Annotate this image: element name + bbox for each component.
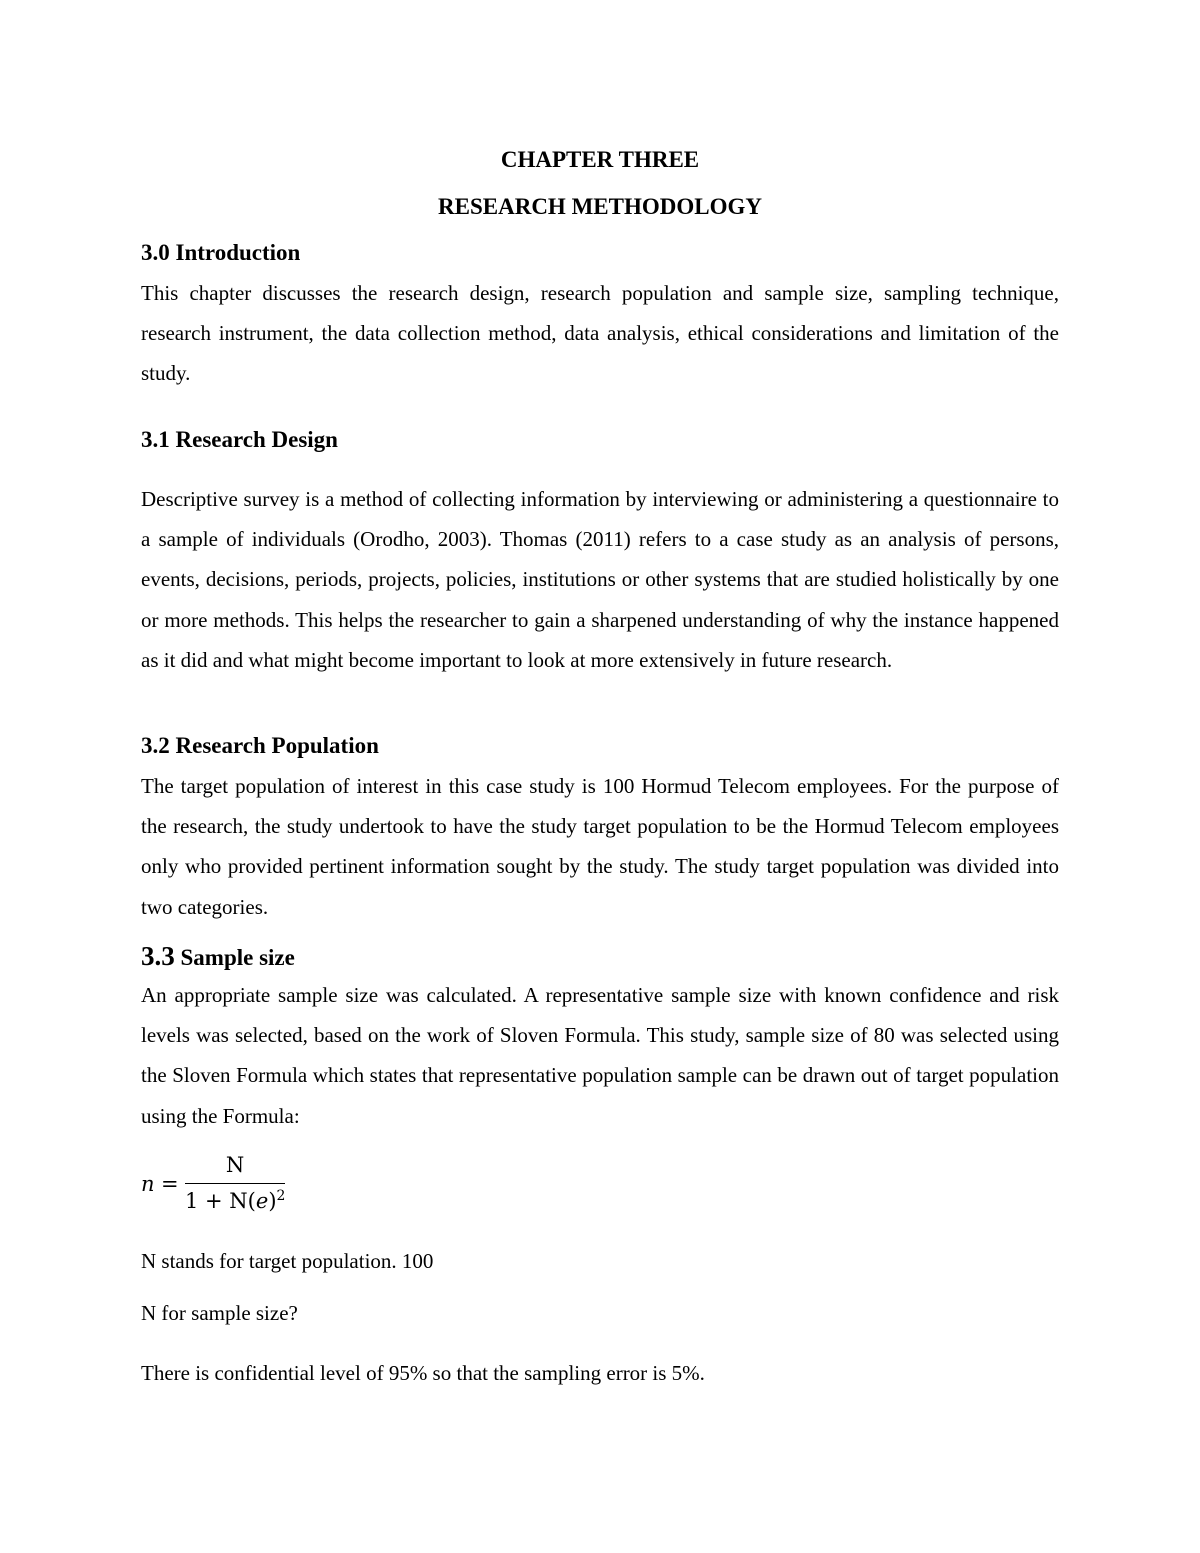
research-design-paragraph: Descriptive survey is a method of collecting information by interviewing or administering a questionnaire to a sample of individuals (Orodho, 2003). Thomas (2011) refers to a case study as an analysis of persons, events, decisions, periods, projects, policies, institutions or other systems that are studied holistically by one or more methods. This helps the researcher to gain a sharpened understanding of why the instance happened as it did and what might become important to look at more extensively in future research. (141, 487, 1059, 672)
note-sample-size: N for sample size? (141, 1301, 298, 1325)
formula-denominator (185, 1186, 285, 1216)
sample-size-heading-text: Sample size (180, 945, 295, 970)
section-body-research-population (141, 766, 1059, 927)
introduction-paragraph: This chapter discusses the research design, research population and sample size, sampling technique, research instrument, the data collection method, data analysis, ethical considerations and limitation of the study. (141, 281, 1059, 386)
formula-denominator-var: e (255, 1189, 269, 1213)
formula-equals: = (161, 1172, 179, 1196)
formula-numerator: N (225, 1153, 245, 1177)
chapter-subtitle: RESEARCH METHODOLOGY (438, 194, 762, 219)
section-heading-introduction: 3.0 Introduction (141, 240, 301, 265)
chapter-title: CHAPTER THREE (500, 147, 700, 172)
note-confidence-level: There is confidential level of 95% so that the sampling error is 5%. (141, 1361, 705, 1385)
formula-exponent: 2 (276, 1188, 286, 1204)
section-body-research-design (141, 479, 1059, 680)
formula-denominator-prefix: 1 + N( (185, 1189, 256, 1213)
formula-fraction-bar (185, 1183, 285, 1184)
sloven-formula (141, 1150, 341, 1220)
section-body-introduction (141, 273, 1059, 394)
sample-size-paragraph: An appropriate sample size was calculated. A representative sample size with known confidence and risk levels was selected, based on the work of Sloven Formula. This study, sample size of 80 was selected using the Sloven Formula which states that representative population sample can be drawn out of target population using the Formula: (141, 983, 1059, 1128)
section-body-sample-size (141, 975, 1059, 1136)
research-population-paragraph: The target population of interest in this case study is 100 Hormud Telecom employees. For the purpose of the research, the study undertook to have the study target population to be the Hormud Telecom employees only who provided pertinent information sought by the study. The study target population was divided into two categories. (141, 774, 1059, 919)
section-heading-research-population: 3.2 Research Population (141, 733, 379, 758)
note-target-population: N stands for target population. 100 (141, 1249, 434, 1273)
section-heading-research-design: 3.1 Research Design (141, 427, 338, 452)
section-heading-sample-size (141, 941, 295, 973)
formula-lhs: n (141, 1172, 155, 1196)
formula-denominator-suffix: ) (268, 1189, 277, 1213)
sample-size-heading-number: 3.3 (141, 941, 175, 971)
